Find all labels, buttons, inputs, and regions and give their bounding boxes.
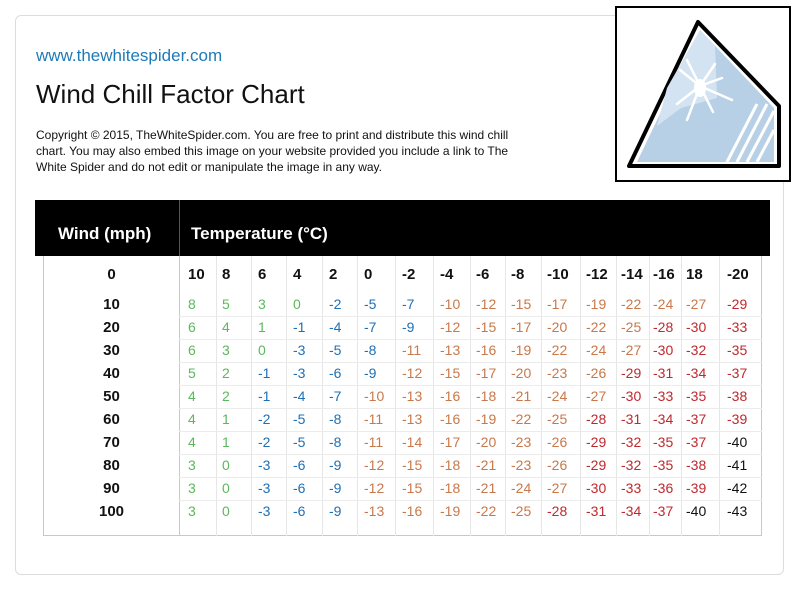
wind-chill-value-cell: -28 (547, 503, 568, 519)
wind-chill-value-cell: -33 (621, 480, 642, 496)
column-separator (470, 256, 471, 536)
wind-chill-value-cell: -30 (621, 388, 642, 404)
wind-chill-value-cell: -32 (621, 457, 642, 473)
wind-chill-value-cell: -5 (364, 296, 377, 312)
wind-chill-value-cell: -13 (402, 411, 423, 427)
wind-chill-value-cell: 4 (188, 388, 196, 404)
row-separator (179, 385, 762, 386)
wind-chill-value-cell: -26 (547, 434, 568, 450)
temperature-header-cell: 10 (188, 266, 205, 283)
wind-speed-cell: 30 (103, 342, 120, 359)
wind-chill-value-cell: -29 (586, 457, 607, 473)
wind-chill-value-cell: -23 (547, 365, 568, 381)
wind-speed-cell: 50 (103, 388, 120, 405)
wind-chill-value-cell: 8 (188, 296, 196, 312)
wind-chill-value-cell: -32 (686, 342, 707, 358)
wind-chill-value-cell: -33 (653, 388, 674, 404)
row-separator (179, 316, 762, 317)
wind-chill-value-cell: -17 (440, 434, 461, 450)
wind-chill-value-cell: -3 (293, 365, 306, 381)
wind-speed-cell: 10 (103, 296, 120, 313)
wind-chill-value-cell: -7 (329, 388, 342, 404)
wind-chill-value-cell: -11 (402, 342, 422, 358)
temperature-header-cell: -6 (476, 266, 490, 283)
wind-chill-value-cell: -15 (440, 365, 461, 381)
wind-chill-value-cell: 5 (222, 296, 230, 312)
column-separator (357, 256, 358, 536)
wind-chill-value-cell: -18 (440, 457, 461, 473)
wind-chill-table (43, 256, 762, 536)
wind-chill-value-cell: -12 (440, 319, 461, 335)
wind-chill-value-cell: -35 (686, 388, 707, 404)
wind-speed-cell: 20 (103, 319, 120, 336)
wind-chill-value-cell: -38 (686, 457, 707, 473)
wind-chill-value-cell: -27 (586, 388, 607, 404)
wind-chill-value-cell: -40 (686, 503, 707, 519)
column-separator (216, 256, 217, 536)
wind-chill-value-cell: 4 (188, 411, 196, 427)
wind-chill-value-cell: -15 (476, 319, 497, 335)
wind-chill-value-cell: -9 (364, 365, 377, 381)
wind-chill-value-cell: -8 (329, 434, 342, 450)
wind-column-divider (179, 256, 180, 536)
copyright-notice: Copyright © 2015, TheWhiteSpider.com. You are free to print and distribute this wind chill chart. You may also embed this image on your website provided you include a link to The White Spider and do not edit or manipulate the image in any way. (36, 128, 509, 174)
wind-chill-value-cell: -15 (511, 296, 532, 312)
wind-chill-value-cell: -27 (547, 480, 568, 496)
wind-chill-value-cell: -12 (402, 365, 423, 381)
wind-chill-value-cell: -1 (258, 365, 271, 381)
wind-chill-value-cell: -31 (653, 365, 674, 381)
wind-chill-value-cell: -21 (511, 388, 532, 404)
wind-chill-value-cell: 6 (188, 342, 196, 358)
row-separator (179, 408, 762, 409)
wind-chill-value-cell: -37 (686, 434, 707, 450)
wind-chill-value-cell: 3 (188, 457, 196, 473)
wind-chill-value-cell: -24 (586, 342, 607, 358)
wind-chill-value-cell: 3 (188, 503, 196, 519)
wind-chill-value-cell: -12 (476, 296, 497, 312)
wind-chill-value-cell: -19 (511, 342, 532, 358)
wind-chill-value-cell: -26 (547, 457, 568, 473)
temperature-header-cell: 6 (258, 266, 267, 283)
row-separator (179, 454, 762, 455)
row-separator (179, 431, 762, 432)
wind-chill-value-cell: -27 (686, 296, 707, 312)
wind-chill-value-cell: -39 (727, 411, 748, 427)
wind-chill-value-cell: 2 (222, 365, 230, 381)
wind-chill-value-cell: -8 (329, 411, 342, 427)
column-separator (505, 256, 506, 536)
wind-chill-value-cell: -30 (586, 480, 607, 496)
wind-chill-value-cell: -25 (511, 503, 532, 519)
temperature-header-cell: 18 (686, 266, 703, 283)
temperature-header-cell: -4 (440, 266, 454, 283)
wind-chill-value-cell: -2 (258, 434, 271, 450)
wind-chill-value-cell: -28 (586, 411, 607, 427)
wind-chill-value-cell: -7 (402, 296, 415, 312)
wind-chill-value-cell: -3 (258, 503, 271, 519)
wind-chill-value-cell: 1 (222, 411, 230, 427)
wind-chill-value-cell: -3 (258, 457, 271, 473)
wind-chill-value-cell: -6 (293, 457, 306, 473)
wind-chill-value-cell: -35 (653, 457, 674, 473)
wind-chill-value-cell: -42 (727, 480, 748, 496)
wind-chill-value-cell: -5 (293, 434, 306, 450)
site-link[interactable]: www.thewhitespider.com (36, 46, 223, 65)
column-separator (616, 256, 617, 536)
wind-chill-value-cell: -34 (686, 365, 707, 381)
wind-chill-value-cell: -9 (329, 480, 342, 496)
wind-chill-value-cell: 4 (188, 434, 196, 450)
wind-chill-value-cell: -21 (476, 457, 497, 473)
wind-chill-value-cell: -9 (329, 503, 342, 519)
temperature-column-header: Temperature (°C) (191, 224, 328, 243)
wind-chill-value-cell: -4 (293, 388, 306, 404)
column-separator (433, 256, 434, 536)
table-header (35, 200, 770, 256)
wind-chill-value-cell: -4 (329, 319, 342, 335)
wind-chill-value-cell: -28 (653, 319, 674, 335)
wind-chill-value-cell: -39 (686, 480, 707, 496)
wind-chill-value-cell: -16 (440, 411, 461, 427)
wind-chill-value-cell: -25 (547, 411, 568, 427)
wind-chill-value-cell: -13 (440, 342, 461, 358)
wind-chill-value-cell: -22 (586, 319, 607, 335)
page-title: Wind Chill Factor Chart (36, 79, 305, 109)
wind-chill-value-cell: 2 (222, 388, 230, 404)
wind-chill-value-cell: -25 (621, 319, 642, 335)
wind-chill-value-cell: -43 (727, 503, 748, 519)
wind-chill-value-cell: -35 (653, 434, 674, 450)
temperature-header-cell: -16 (653, 266, 675, 283)
temperature-header-cell: -12 (586, 266, 608, 283)
wind-chill-value-cell: -2 (258, 411, 271, 427)
wind-chill-value-cell: -19 (476, 411, 497, 427)
wind-chill-value-cell: -6 (293, 480, 306, 496)
row-separator (179, 339, 762, 340)
wind-chill-value-cell: -15 (402, 457, 423, 473)
wind-chill-value-cell: -9 (402, 319, 415, 335)
wind-chill-value-cell: -9 (329, 457, 342, 473)
wind-chill-value-cell: -22 (621, 296, 642, 312)
wind-chill-value-cell: -11 (364, 434, 384, 450)
wind-chill-value-cell: -5 (293, 411, 306, 427)
wind-speed-cell: 70 (103, 434, 120, 451)
wind-chill-value-cell: -3 (258, 480, 271, 496)
row-separator (179, 362, 762, 363)
wind-chill-value-cell: 1 (222, 434, 230, 450)
white-spider-logo-icon (617, 8, 789, 180)
wind-chill-value-cell: -24 (511, 480, 532, 496)
wind-chill-value-cell: -12 (364, 480, 385, 496)
wind-speed-cell: 60 (103, 411, 120, 428)
temperature-header-cell: 0 (364, 266, 373, 283)
wind-chill-value-cell: -41 (727, 457, 748, 473)
wind-chill-value-cell: -16 (402, 503, 423, 519)
wind-chill-value-cell: 1 (258, 319, 266, 335)
wind-chill-value-cell: -36 (653, 480, 674, 496)
temperature-header-cell: 8 (222, 266, 231, 283)
wind-chill-value-cell: -30 (653, 342, 674, 358)
wind-chill-value-cell: -20 (476, 434, 497, 450)
wind-chill-value-cell: -18 (476, 388, 497, 404)
wind-chill-value-cell: -7 (364, 319, 377, 335)
column-separator (286, 256, 287, 536)
wind-chill-value-cell: -2 (329, 296, 342, 312)
wind-chill-value-cell: -12 (364, 457, 385, 473)
wind-chill-value-cell: -14 (402, 434, 423, 450)
wind-chill-value-cell: -3 (293, 342, 306, 358)
wind-chill-value-cell: 0 (222, 503, 230, 519)
wind-chill-value-cell: -32 (621, 434, 642, 450)
wind-speed-cell: 40 (103, 365, 120, 382)
temperature-header-cell: -8 (511, 266, 525, 283)
column-separator (719, 256, 720, 536)
wind-chill-value-cell: -24 (653, 296, 674, 312)
wind-chill-value-cell: -34 (621, 503, 642, 519)
wind-chill-value-cell: 0 (222, 480, 230, 496)
wind-speed-cell: 100 (98, 503, 125, 520)
wind-chill-value-cell: -13 (364, 503, 385, 519)
wind-chill-value-cell: -19 (586, 296, 607, 312)
wind-chill-value-cell: 5 (188, 365, 196, 381)
wind-chill-value-cell: -24 (547, 388, 568, 404)
wind-chill-value-cell: -23 (511, 457, 532, 473)
wind-chill-value-cell: 4 (222, 319, 230, 335)
temperature-header-cell: -14 (621, 266, 643, 283)
wind-chill-value-cell: 0 (222, 457, 230, 473)
column-separator (322, 256, 323, 536)
wind-chill-value-cell: 6 (188, 319, 196, 335)
wind-chill-value-cell: -19 (440, 503, 461, 519)
wind-chill-value-cell: 3 (188, 480, 196, 496)
wind-chill-value-cell: -30 (686, 319, 707, 335)
wind-chill-value-cell: -23 (511, 434, 532, 450)
wind-chill-value-cell: -1 (293, 319, 306, 335)
wind-chill-value-cell: -35 (727, 342, 748, 358)
wind-chill-value-cell: -5 (329, 342, 342, 358)
wind-chill-value-cell: -16 (476, 342, 497, 358)
wind-chill-value-cell: -18 (440, 480, 461, 496)
wind-chill-value-cell: -6 (293, 503, 306, 519)
wind-chill-value-cell: -26 (586, 365, 607, 381)
wind-chill-value-cell: -17 (511, 319, 532, 335)
wind-chill-value-cell: -37 (653, 503, 674, 519)
wind-chill-value-cell: 3 (258, 296, 266, 312)
wind-chill-value-cell: -13 (402, 388, 423, 404)
wind-chill-value-cell: -20 (511, 365, 532, 381)
wind-chill-value-cell: -10 (440, 296, 461, 312)
wind-chill-value-cell: -37 (686, 411, 707, 427)
temperature-header-cell: 4 (293, 266, 302, 283)
wind-speed-cell: 80 (103, 457, 120, 474)
wind-speed-cell: 90 (103, 480, 120, 497)
wind-chill-value-cell: -29 (586, 434, 607, 450)
wind-chill-value-cell: -33 (727, 319, 748, 335)
wind-chill-value-cell: -17 (547, 296, 568, 312)
wind-chill-value-cell: -22 (476, 503, 497, 519)
wind-chill-value-cell: -21 (476, 480, 497, 496)
column-separator (395, 256, 396, 536)
wind-chill-value-cell: -15 (402, 480, 423, 496)
wind-chill-value-cell: -37 (727, 365, 748, 381)
wind-chill-value-cell: 0 (258, 342, 266, 358)
temperature-row-label: 0 (107, 266, 116, 283)
row-separator (179, 500, 762, 501)
white-spider-logo (615, 6, 791, 182)
wind-chill-value-cell: -17 (476, 365, 497, 381)
header-divider (179, 200, 180, 256)
wind-chill-value-cell: 3 (222, 342, 230, 358)
wind-chill-value-cell: -10 (364, 388, 385, 404)
wind-chill-value-cell: -38 (727, 388, 748, 404)
wind-chill-value-cell: -22 (511, 411, 532, 427)
wind-chill-value-cell: -40 (727, 434, 748, 450)
temperature-header-cell: -10 (547, 266, 569, 283)
wind-chill-value-cell: -31 (621, 411, 642, 427)
wind-chill-value-cell: -31 (586, 503, 607, 519)
wind-chill-value-cell: -16 (440, 388, 461, 404)
temperature-header-cell: -2 (402, 266, 416, 283)
column-separator (251, 256, 252, 536)
wind-chill-value-cell: -29 (727, 296, 748, 312)
wind-chill-value-cell: -1 (258, 388, 271, 404)
wind-chill-value-cell: -34 (653, 411, 674, 427)
row-separator (179, 477, 762, 478)
column-separator (649, 256, 650, 536)
wind-chill-value-cell: -20 (547, 319, 568, 335)
wind-column-header: Wind (mph) (58, 224, 152, 243)
wind-chill-value-cell: -29 (621, 365, 642, 381)
wind-chill-value-cell: -8 (364, 342, 377, 358)
wind-chill-value-cell: -22 (547, 342, 568, 358)
column-separator (580, 256, 581, 536)
wind-chill-value-cell: -11 (364, 411, 384, 427)
column-separator (541, 256, 542, 536)
wind-chill-value-cell: -6 (329, 365, 342, 381)
temperature-header-cell: 2 (329, 266, 338, 283)
temperature-header-cell: -20 (727, 266, 749, 283)
wind-chill-value-cell: 0 (293, 296, 301, 312)
wind-chill-value-cell: -27 (621, 342, 642, 358)
column-separator (681, 256, 682, 536)
